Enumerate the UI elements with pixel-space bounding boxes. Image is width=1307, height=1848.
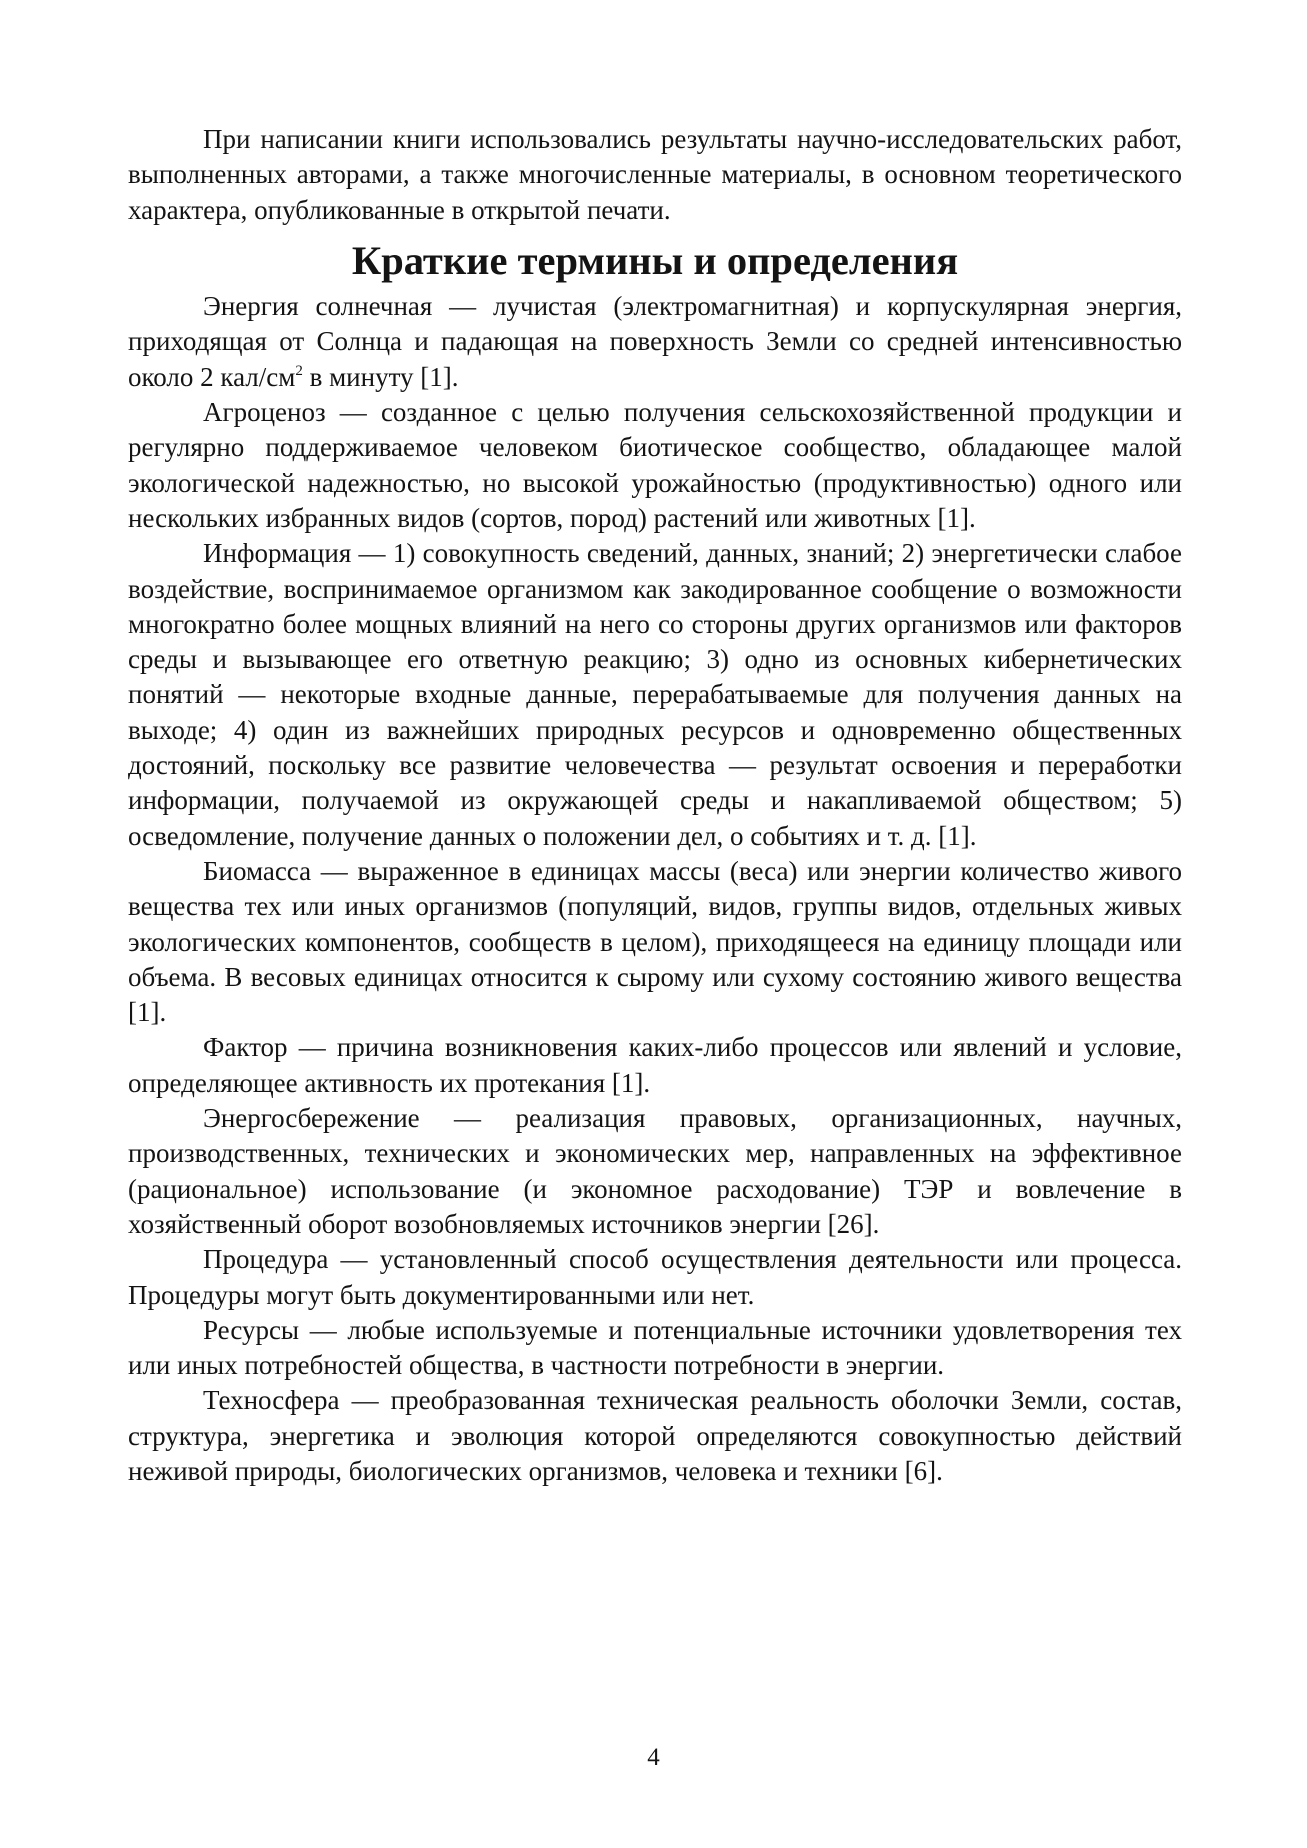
term-biomass: Биомасса — выраженное в единицах массы (веса) или энергии количество живого вещества тех или иных организмов (популяций, видов, группы видов, отдельных живых экологических компонентов, сообществ в целом), приходящееся на единицу площади или объема. В весовых единицах относится к сырому или сухому состоянию живого вещества [1]. (128, 855, 1182, 1028)
page-number: 4 (647, 1744, 660, 1771)
intro-paragraph: При написании книги использовались результаты научно-исследовательских работ, выполненных авторами, а также многочисленные материалы, в основном теоретического характера, опубликованные в открытой печати. (128, 124, 1182, 225)
term-solar-energy (128, 289, 1182, 395)
term-solar-energy-tail: в минуту [1]. (302, 361, 459, 392)
term-solar-energy-text: Энергия солнечная — лучистая (электромагнитная) и корпускулярная энергия, приходящая от Солнца и падающая на поверхность Земли со средней интенсивностью около 2 кал/см (128, 291, 1182, 392)
term-information: Информация — 1) совокупность сведений, данных, знаний; 2) энергетически слабое воздействие, воспринимаемое организмом как закодированное сообщение о возможности многократно более мощных влияний на него со стороны других организмов или факторов среды и вызывающее его ответную реакцию; 3) одно из основных кибернетических понятий — некоторые входные данные, перерабатываемые для получения данных на выходе; 4) один из важнейших природных ресурсов и одновременно общественных достояний, поскольку все развитие человечества — результат освоения и переработки информации, получаемой из окружающей среды и накапливаемой обществом; 5) осведомление, получение данных о положении дел, о событиях и т. д. [1]. (128, 538, 1182, 851)
document-page (128, 122, 1182, 1489)
term-list (128, 289, 1182, 1489)
term-agrocenosis: Агроценоз — созданное с целью получения сельскохозяйственной продукции и регулярно поддерживаемое человеком биотическое сообщество, обладающее малой экологической надежностью, но высокой урожайностью (продуктивностью) одного или нескольких избранных видов (сортов, пород) растений или животных [1]. (128, 397, 1182, 533)
superscript-two: 2 (295, 362, 303, 379)
term-procedure: Процедура — установленный способ осуществления деятельности или процесса. Процедуры могут быть документированными или нет. (128, 1244, 1182, 1310)
term-factor: Фактор — причина возникновения каких-либо процессов или явлений и условие, определяющее активность их протекания [1]. (128, 1032, 1182, 1098)
term-energy-saving: Энергосбережение — реализация правовых, организационных, научных, производственных, технических и экономических мер, направленных на эффективное (рациональное) использование (и экономное расходование) ТЭР и вовлечение в хозяйственный оборот возобновляемых источников энергии [26]. (128, 1103, 1182, 1239)
term-technosphere: Техносфера — преобразованная техническая реальность оболочки Земли, состав, структура, энергетика и эволюция которой определяются совокупностью действий неживой природы, биологических организмов, человека и техники [6]. (128, 1385, 1182, 1486)
section-heading: Краткие термины и определения (351, 237, 959, 283)
term-resources: Ресурсы — любые используемые и потенциальные источники удовлетворения тех или иных потребностей общества, в частности потребности в энергии. (128, 1314, 1182, 1381)
